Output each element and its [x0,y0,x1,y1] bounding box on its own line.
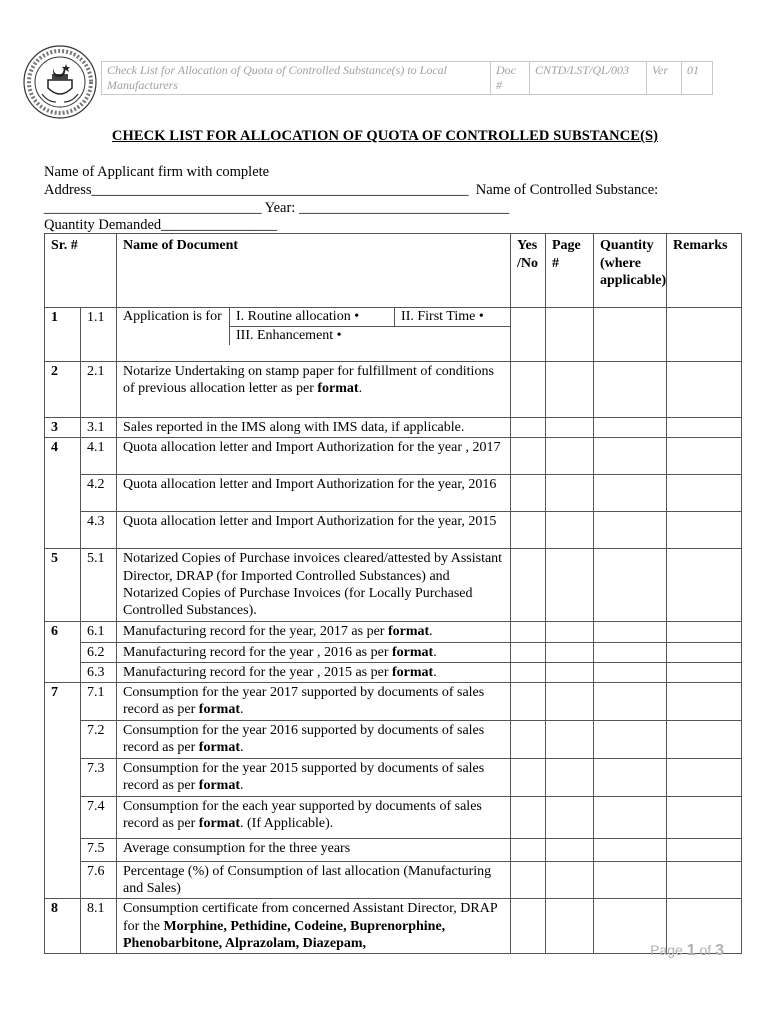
sr-cell: 4 [45,438,81,475]
version-value: 01 [687,63,699,77]
page-cell[interactable] [546,418,594,438]
sr-cell [45,721,81,759]
quantity-cell[interactable] [594,796,667,838]
yes-no-cell[interactable] [511,683,546,721]
yes-no-cell[interactable] [511,796,546,838]
quantity-cell[interactable] [594,662,667,682]
document-name-cell [117,662,511,682]
document-header-box [101,61,713,95]
sub-sr-cell: 4.3 [81,512,117,549]
document-text: Sales reported in the IMS along with IMS data, if applicable. [123,420,465,435]
document-text: Consumption for the year 2015 supported by documents of sales record as per [123,760,485,794]
table-row [45,721,742,759]
quantity-cell[interactable] [594,721,667,759]
of-word: of [699,942,712,958]
remarks-header: Remarks [667,234,742,308]
document-text: Percentage (%) of Consumption of last allocation (Manufacturing and Sales) [123,863,492,897]
yes-no-cell[interactable] [511,549,546,622]
application-label: Application is for [123,308,230,345]
document-text: Quota allocation letter and Import Authorization for the year, 2016 [123,477,497,493]
remarks-cell[interactable] [667,662,742,682]
document-text: Manufacturing record for the year , 2015 as per [123,664,393,680]
document-text: Average consumption for the three years [123,840,351,856]
table-row [45,308,742,362]
ver-value-cell [682,62,713,95]
sr-cell [45,758,81,796]
remarks-cell[interactable] [667,418,742,438]
sub-sr-cell: 4.1 [81,438,117,475]
quantity-cell[interactable] [594,838,667,861]
sub-sr-cell: 7.1 [81,683,117,721]
remarks-cell[interactable] [667,622,742,642]
remarks-cell[interactable] [667,683,742,721]
doc-title-cell [102,62,491,95]
yes-no-cell[interactable] [511,418,546,438]
remarks-cell[interactable] [667,796,742,838]
document-name-cell [117,899,511,954]
sub-sr-cell: 1.1 [81,308,117,362]
document-text: Notarized Copies of Purchase invoices cleared/attested by Assistant Director, DRAP (for Imported Controlled Substances) and Notarized Copies of Purchase Invoices (for Locally Purchased Controlled Substances). [123,551,503,619]
sr-cell: 2 [45,362,81,418]
table-row [45,622,742,642]
page-cell[interactable] [546,549,594,622]
sub-sr-cell: 2.1 [81,362,117,418]
page-cell[interactable] [546,642,594,662]
quantity-cell[interactable] [594,758,667,796]
sub-sr-cell: 7.6 [81,861,117,899]
address-line[interactable]: Address____________________________________________________ Name of Controlled Substance: [44,182,659,198]
sr-cell: 7 [45,683,81,721]
sr-cell: 5 [45,549,81,622]
document-bold-text: format [198,816,240,832]
document-name-cell [117,642,511,662]
table-row [45,362,742,418]
year-line[interactable]: ______________________________ Year: _____________________________ [44,200,510,216]
yes-no-cell[interactable] [511,362,546,418]
document-bold-text: format [392,664,434,680]
name-of-document-header: Name of Document [117,234,511,308]
sub-sr-cell: 7.4 [81,796,117,838]
page-cell[interactable] [546,758,594,796]
table-row [45,899,742,954]
sr-cell [45,475,81,512]
quantity-cell[interactable] [594,308,667,362]
page-cell[interactable] [546,308,594,362]
document-name-cell [117,683,511,721]
remarks-cell[interactable] [667,362,742,418]
quantity-cell[interactable] [594,438,667,475]
sub-sr-cell: 7.3 [81,758,117,796]
document-text: Manufacturing record for the year , 2016 as per [123,644,393,660]
document-name-cell [117,622,511,642]
page-cell[interactable] [546,899,594,954]
sub-sr-cell: 6.3 [81,662,117,682]
document-name-cell [117,475,511,512]
doc-code-cell [530,62,647,95]
sub-sr-cell: 3.1 [81,418,117,438]
document-bold-text: Morphine, Pethidine, Codeine, Buprenorphine, Phenobarbitone, Alprazolam, Diazepam, [123,918,446,951]
page-cell[interactable] [546,683,594,721]
remarks-cell[interactable] [667,549,742,622]
document-tail-text: . (If Applicable). [240,816,334,832]
quantity-cell[interactable] [594,475,667,512]
document-name-cell [117,362,511,418]
sr-cell [45,642,81,662]
document-text: Consumption certificate from concerned Assistant Director, DRAP for the [123,901,498,934]
document-name-cell [117,721,511,759]
yes-no-cell[interactable] [511,512,546,549]
document-bold-text: format [392,644,434,660]
yes-no-cell[interactable] [511,475,546,512]
document-bold-text: format [387,624,430,640]
document-tail-text: . [429,624,433,640]
document-bold-text: format [198,702,240,718]
table-row [45,796,742,838]
version-label: Ver [652,63,668,77]
page-cell[interactable] [546,861,594,899]
document-text: Notarize Undertaking on stamp paper for fulfillment of conditions of previous allocation letter as per [123,364,494,397]
document-tail-text: . [358,381,363,397]
table-row [45,838,742,861]
applicant-name-line: Name of Applicant firm with complete [44,164,270,180]
remarks-cell[interactable] [667,758,742,796]
sr-cell: 3 [45,418,81,438]
drap-logo-emblem [22,44,98,120]
sr-cell: 6 [45,622,81,642]
document-text: Quota allocation letter and Import Authorization for the year, 2015 [123,514,497,530]
page-cell[interactable] [546,721,594,759]
table-row [45,475,742,512]
sub-sr-cell: 6.1 [81,622,117,642]
application-type-cell [117,308,511,362]
remarks-cell[interactable] [667,308,742,362]
quantity-cell[interactable] [594,362,667,418]
enhancement-option[interactable]: III. Enhancement • [230,327,511,346]
page-cell[interactable] [546,438,594,475]
yes-no-cell[interactable] [511,642,546,662]
document-name-cell [117,549,511,622]
yes-no-cell[interactable] [511,622,546,642]
quantity-cell[interactable] [594,418,667,438]
quantity-header: Quantity (where applicable) [594,234,667,308]
checklist-table [44,233,742,954]
page-cell[interactable] [546,662,594,682]
sr-cell [45,796,81,838]
document-tail-text: . [433,664,437,680]
yes-no-cell[interactable] [511,438,546,475]
sr-cell [45,662,81,682]
sr-cell [45,838,81,861]
page-word: Page [650,942,683,958]
table-row [45,861,742,899]
page-title: CHECK LIST FOR ALLOCATION OF QUOTA OF CONTROLLED SUBSTANCE(S) [111,128,659,144]
document-bold-text: format [317,381,359,397]
sr-cell [45,861,81,899]
document-tail-text: . [240,778,244,794]
remarks-cell[interactable] [667,861,742,899]
table-row [45,418,742,438]
doc-label-cell [491,62,530,95]
first-time-option[interactable]: II. First Time • [395,308,510,327]
current-page: 1 [686,942,696,959]
quantity-cell[interactable] [594,622,667,642]
page-cell[interactable] [546,622,594,642]
remarks-cell[interactable] [667,475,742,512]
sub-sr-cell: 5.1 [81,549,117,622]
yes-no-header: Yes /No [511,234,546,308]
remarks-cell[interactable] [667,438,742,475]
document-name-cell [117,418,511,438]
table-row [45,758,742,796]
table-row [45,438,742,475]
document-tail-text: . [433,644,437,660]
document-bold-text: format [198,778,240,794]
sr-header: Sr. # [45,234,117,308]
remarks-cell[interactable] [667,838,742,861]
table-row [45,642,742,662]
document-name-cell [117,512,511,549]
yes-no-cell[interactable] [511,308,546,362]
yes-no-cell[interactable] [511,721,546,759]
sub-sr-cell: 6.2 [81,642,117,662]
page-number-header: Page # [546,234,594,308]
yes-no-cell[interactable] [511,861,546,899]
yes-no-cell[interactable] [511,899,546,954]
sub-sr-cell: 8.1 [81,899,117,954]
document-name-cell [117,438,511,475]
page-cell[interactable] [546,838,594,861]
table-row [45,662,742,682]
sub-sr-cell: 7.5 [81,838,117,861]
document-name-cell [117,758,511,796]
document-name-cell [117,838,511,861]
quantity-cell[interactable] [594,549,667,622]
doc-code: CNTD/LST/QL/003 [535,63,630,77]
document-text: Manufacturing record for the year, 2017 as per [123,624,388,640]
sr-cell: 8 [45,899,81,954]
document-text: Consumption for the each year supported by documents of sales record as per [123,798,482,832]
total-pages: 3 [715,942,724,959]
document-name-cell [117,861,511,899]
document-text: Consumption for the year 2017 supported by documents of sales record as per [123,685,485,718]
doc-number-label: Doc # [496,63,516,92]
document-tail-text: . [240,740,244,756]
quantity-cell[interactable] [594,642,667,662]
application-type-options [123,308,510,345]
page-indicator [650,942,724,960]
document-name-cell [117,796,511,838]
sub-sr-cell: 4.2 [81,475,117,512]
remarks-cell[interactable] [667,512,742,549]
sr-cell: 1 [45,308,81,362]
remarks-cell[interactable] [667,721,742,759]
table-row [45,512,742,549]
remarks-cell[interactable] [667,642,742,662]
table-row [45,683,742,721]
page-cell[interactable] [546,475,594,512]
quantity-demanded-line[interactable]: Quantity Demanded________________ [44,217,278,233]
routine-allocation-option[interactable]: I. Routine allocation • [230,308,395,327]
page-cell[interactable] [546,362,594,418]
table-row [45,549,742,622]
document-tail-text: . [240,702,244,718]
document-text: Quota allocation letter and Import Authorization for the year , 2017 [123,440,501,456]
quantity-cell[interactable] [594,683,667,721]
ver-label-cell [647,62,682,95]
doc-title: Check List for Allocation of Quota of Controlled Substance(s) to Local Manufacturers [107,63,447,92]
quantity-cell[interactable] [594,861,667,899]
yes-no-cell[interactable] [511,838,546,861]
yes-no-cell[interactable] [511,758,546,796]
sub-sr-cell: 7.2 [81,721,117,759]
quantity-cell[interactable] [594,512,667,549]
document-text: Consumption for the year 2016 supported by documents of sales record as per [123,723,485,756]
yes-no-cell[interactable] [511,662,546,682]
sr-cell [45,512,81,549]
page-cell[interactable] [546,512,594,549]
page-cell[interactable] [546,796,594,838]
document-bold-text: format [198,740,240,756]
